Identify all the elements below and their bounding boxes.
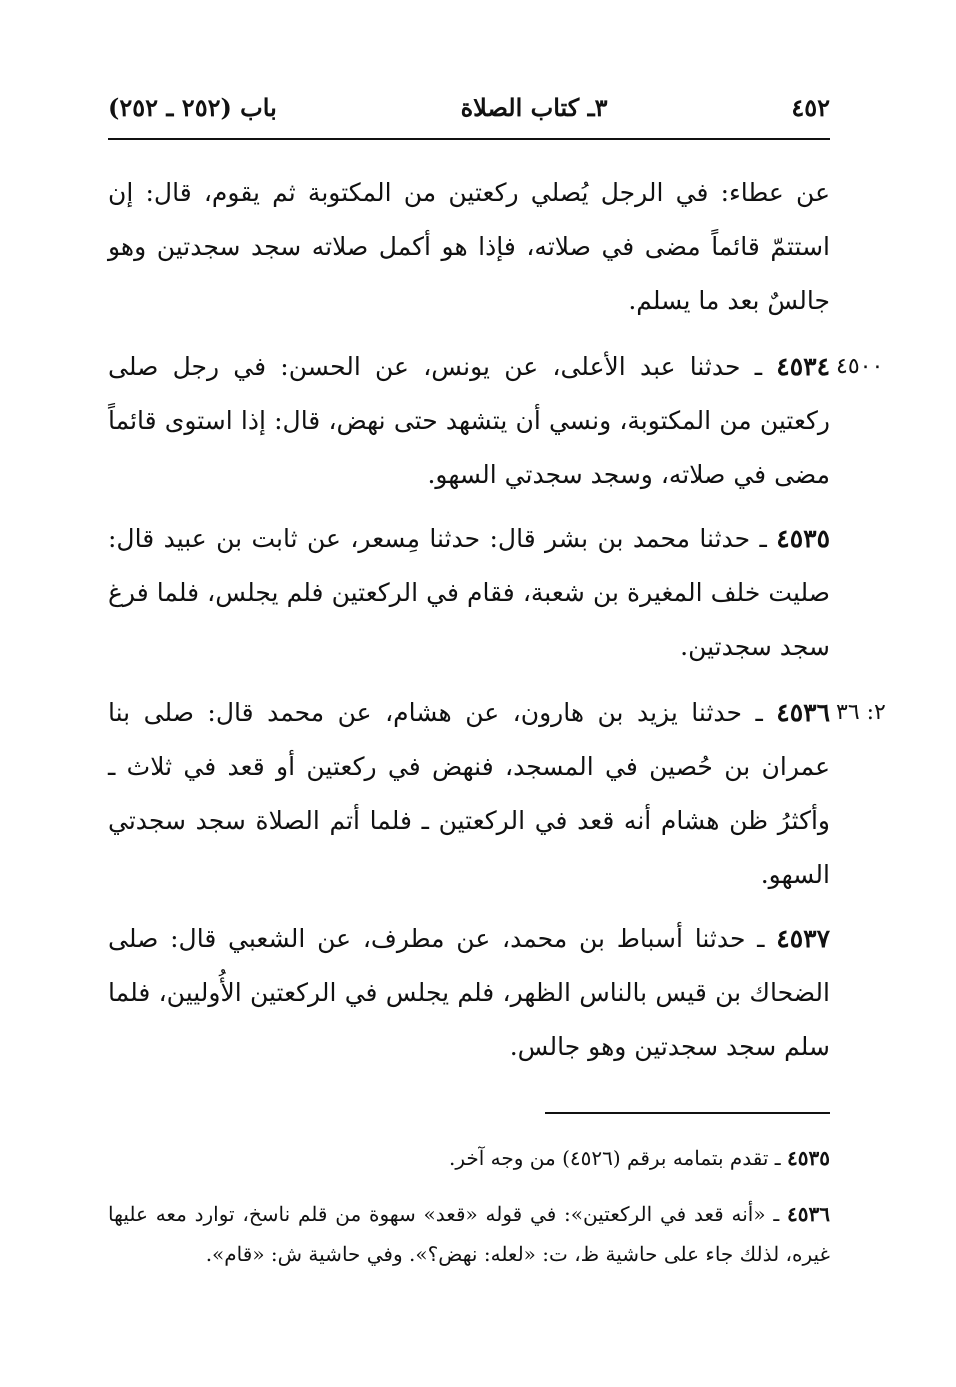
- hadith-paragraph: [108, 340, 830, 502]
- hadith-number: ٤٥٣٥: [776, 524, 830, 553]
- footnote-text: ـ «أنه قعد في الركعتين»: في قوله «قعد» سهوة من قلم ناسخ، توارد معه عليها غيره، لذلك جاء على حاشية ظ، ت: «لعله: نهض؟». وفي حاشية ش: «قام».: [108, 1202, 830, 1266]
- hadith-number: ٤٥٣٧: [776, 924, 830, 953]
- header-divider: [108, 138, 830, 140]
- book-title: ٣ـ كتاب الصلاة: [460, 92, 608, 122]
- footnote-number: ٤٥٣٦: [787, 1202, 830, 1226]
- footnote-divider: [545, 1112, 830, 1114]
- footnote-text: ـ تقدم بتمامه برقم (٤٥٢٦) من وجه آخر.: [449, 1146, 788, 1170]
- footnote: [108, 1138, 830, 1178]
- hadith-number: ٤٥٣٦: [776, 698, 830, 727]
- hadith-text: ـ حدثنا أسباط بن محمد، عن مطرف، عن الشعبي قال: صلى الضحاك بن قيس بالناس الظهر، فلم يجلس في الركعتين الأُوليين، فلما سلم سجد سجدتين وهو جالس.: [108, 924, 830, 1061]
- chapter-title: باب (٢٥٢ ـ ٢٥٢): [108, 92, 277, 122]
- page-number: ٤٥٢: [791, 92, 830, 122]
- hadith-text: ـ حدثنا يزيد بن هارون، عن هشام، عن محمد قال: صلى بنا عمران بن حُصين في المسجد، فنهض في ركعتين أو قعد في ثلاث ـ وأكثرُ ظن هشام أنه قعد في الركعتين ـ فلما أتم الصلاة سجد سجدتي السهو.: [108, 698, 830, 889]
- footnote-number: ٤٥٣٥: [787, 1146, 830, 1170]
- page-header: [108, 86, 830, 128]
- footnote: [108, 1194, 830, 1274]
- margin-reference: ٤٥٠٠: [836, 354, 884, 379]
- margin-reference: ٢: ٣٦: [836, 700, 886, 725]
- paragraph-continuation: [108, 166, 830, 328]
- hadith-text: ـ حدثنا محمد بن بشر قال: حدثنا مِسعر، عن ثابت بن عبيد قال: صليت خلف المغيرة بن شعبة، فقام في الركعتين فلم يجلس، فلما فرغ سجد سجدتين.: [108, 524, 830, 661]
- hadith-paragraph: [108, 686, 830, 902]
- hadith-number: ٤٥٣٤: [776, 352, 830, 381]
- hadith-paragraph: [108, 912, 830, 1074]
- hadith-text: ـ حدثنا عبد الأعلى، عن يونس، عن الحسن: في رجل صلى ركعتين من المكتوبة، ونسي أن يتشهد حتى نهض، قال: إذا استوى قائماً مضى في صلاته، وسجد سجدتي السهو.: [108, 352, 830, 489]
- paragraph-text: عن عطاء: في الرجل يُصلي ركعتين من المكتوبة ثم يقوم، قال: إن استتمّ قائماً مضى في صلاته، فإذا هو أكمل صلاته سجد سجدتين وهو جالسٌ بعد ما يسلم.: [108, 178, 830, 315]
- hadith-paragraph: [108, 512, 830, 674]
